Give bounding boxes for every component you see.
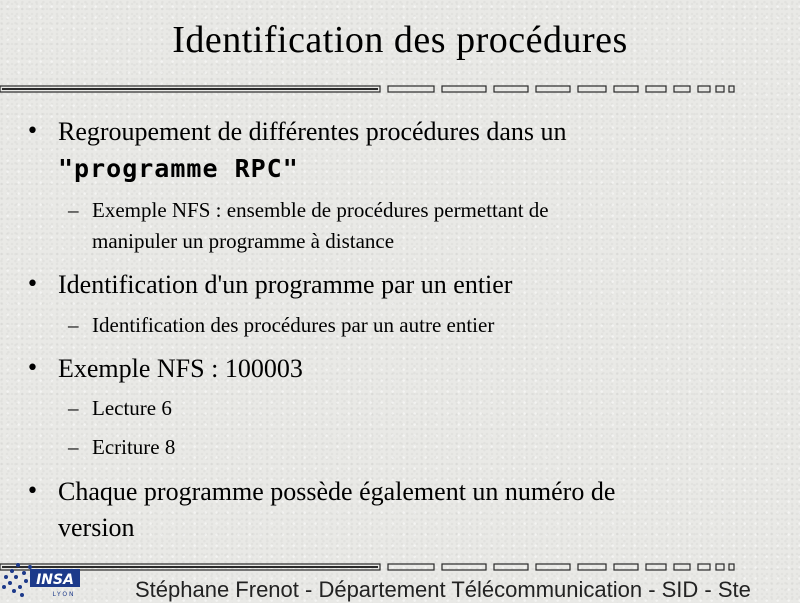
sub-item-text: manipuler un programme à distance — [92, 229, 395, 253]
bullet-item — [26, 474, 758, 510]
code-text: "programme RPC" — [58, 154, 299, 183]
bullet-continuation — [58, 151, 758, 187]
sub-item — [68, 432, 732, 463]
sub-item — [68, 310, 732, 341]
dash-marker: – — [68, 435, 79, 459]
svg-text:INSA: INSA — [36, 572, 74, 588]
bullet-marker: • — [26, 356, 39, 381]
dash-marker: – — [68, 198, 79, 222]
sub-item — [68, 195, 732, 226]
insa-logo — [0, 555, 84, 600]
bullet-marker: • — [26, 272, 39, 297]
slide-footer: Stéphane Frenot - Département Télécommunication - SID - Ste — [135, 577, 751, 602]
bullet-text: Exemple NFS : 100003 — [58, 354, 303, 383]
bullet-text: Identification d'un programme par un entier — [58, 270, 513, 299]
dash-marker: – — [68, 313, 79, 337]
bullet-marker: • — [26, 479, 39, 504]
sub-item-text: Ecriture 8 — [92, 435, 176, 459]
sub-item — [68, 393, 732, 424]
footer-divider — [0, 563, 800, 571]
sub-item-continuation — [92, 226, 732, 257]
slide-title: Identification des procédures — [172, 19, 628, 61]
bullet-item — [26, 351, 758, 387]
bullet-text: version — [58, 513, 135, 542]
svg-text:LYON: LYON — [52, 591, 76, 598]
sub-item-text: Exemple NFS : ensemble de procédures permettant de — [92, 198, 549, 222]
bullet-text: Chaque programme possède également un numéro de — [58, 477, 616, 506]
sub-item-text: Lecture 6 — [92, 396, 172, 420]
bullet-marker: • — [26, 119, 39, 144]
sub-item-text: Identification des procédures par un autre entier — [92, 313, 495, 337]
bullet-item — [26, 114, 758, 150]
bullet-continuation — [58, 510, 758, 546]
bullet-item — [26, 267, 758, 303]
bullet-text: Regroupement de différentes procédures dans un — [58, 117, 567, 146]
dash-marker: – — [68, 396, 79, 420]
